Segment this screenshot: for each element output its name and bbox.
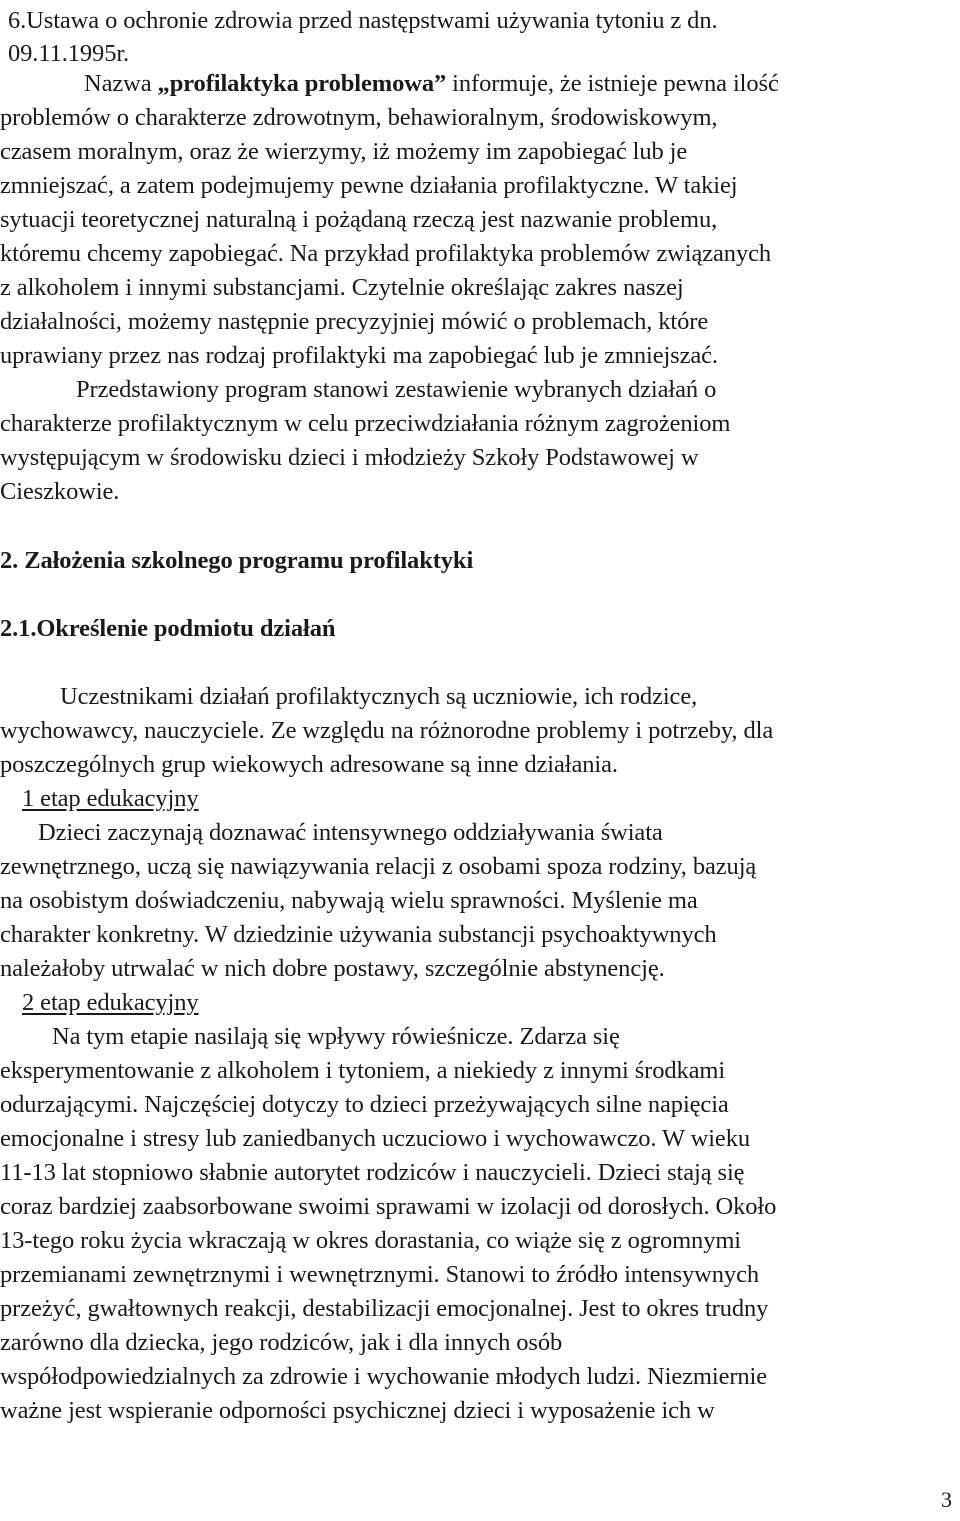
stage-2-line-4: emocjonalne i stresy lub zaniedbanych uczuciowo i wychowawczo. W wieku — [0, 1125, 750, 1152]
paragraph-3-line-1: Uczestnikami działań profilaktycznych są uczniowie, ich rodzice, — [60, 683, 698, 710]
paragraph-1-line-4: zmniejszać, a zatem podejmujemy pewne działania profilaktyczne. W takiej — [0, 172, 738, 199]
paragraph-1-line-8: działalności, możemy następnie precyzyjniej mówić o problemach, które — [0, 308, 709, 335]
paragraph-3-line-3: poszczególnych grup wiekowych adresowane są inne działania. — [0, 751, 618, 778]
stage-2-line-12: ważne jest wspieranie odporności psychicznej dzieci i wyposażenie ich w — [0, 1397, 715, 1424]
section-2-heading: 2. Założenia szkolnego programu profilaktyki — [0, 547, 474, 574]
stage-1-line-1: Dzieci zaczynają doznawać intensywnego oddziaływania świata — [38, 819, 663, 846]
stage-1-line-2: zewnętrznego, uczą się nawiązywania relacji z osobami spoza rodziny, bazują — [0, 853, 757, 880]
paragraph-1-line-2: problemów o charakterze zdrowotnym, behawioralnym, środowiskowym, — [0, 104, 718, 131]
stage-2-line-2: eksperymentowanie z alkoholem i tytoniem, a niekiedy z innymi środkami — [0, 1057, 726, 1084]
section-2-1-heading: 2.1.Określenie podmiotu działań — [0, 615, 336, 642]
paragraph-2-line-2: charakterze profilaktycznym w celu przeciwdziałania różnym zagrożeniom — [0, 410, 731, 437]
stage-2-line-6: coraz bardziej zaabsorbowane swoimi sprawami w izolacji od dorosłych. Około — [0, 1193, 777, 1220]
stage-2-line-9: przeżyć, gwałtownych reakcji, destabilizacji emocjonalnej. Jest to okres trudny — [0, 1295, 769, 1322]
paragraph-1-line-5: sytuacji teoretycznej naturalną i pożądaną rzeczą jest nazwanie problemu, — [0, 206, 718, 233]
paragraph-1-line-7: z alkoholem i innymi substancjami. Czytelnie określając zakres naszej — [0, 274, 684, 301]
intro-heading-line-1: 6.Ustawa o ochronie zdrowia przed następstwami używania tytoniu z dn. — [8, 7, 718, 34]
stage-2-line-10: zarówno dla dziecka, jego rodziców, jak i dla innych osób — [0, 1329, 563, 1356]
stage-2-line-11: współodpowiedzialnych za zdrowie i wychowanie młodych ludzi. Niezmiernie — [0, 1363, 768, 1390]
paragraph-1-line-1: Nazwa „profilaktyka problemowa” informuje, że istnieje pewna ilość — [84, 70, 779, 97]
stage-2-line-7: 13-tego roku życia wkraczają w okres dorastania, co wiąże się z ogromnymi — [0, 1227, 742, 1254]
bold-term: „profilaktyka problemowa” — [157, 70, 447, 97]
paragraph-2-line-3: występującym w środowisku dzieci i młodzieży Szkoły Podstawowej w — [0, 444, 699, 471]
stage-1-title: 1 etap edukacyjny — [22, 785, 199, 812]
stage-2-line-1: Na tym etapie nasilają się wpływy rówieśnicze. Zdarza się — [52, 1023, 620, 1050]
paragraph-1-line-9: uprawiany przez nas rodzaj profilaktyki ma zapobiegać lub je zmniejszać. — [0, 342, 718, 369]
stage-2-line-5: 11-13 lat stopniowo słabnie autorytet rodziców i nauczycieli. Dzieci stają się — [0, 1159, 745, 1186]
stage-2-line-8: przemianami zewnętrznymi i wewnętrznymi. Stanowi to źródło intensywnych — [0, 1261, 759, 1288]
stage-1-line-3: na osobistym doświadczeniu, nabywają wielu sprawności. Myślenie ma — [0, 887, 698, 914]
stage-2-title: 2 etap edukacyjny — [22, 989, 199, 1016]
stage-1-line-5: należałoby utrwalać w nich dobre postawy, szczególnie abstynencję. — [0, 955, 665, 982]
paragraph-2-line-4: Cieszkowie. — [0, 478, 120, 505]
paragraph-3-line-2: wychowawcy, nauczyciele. Ze względu na różnorodne problemy i potrzeby, dla — [0, 717, 774, 744]
intro-heading-line-2: 09.11.1995r. — [8, 40, 130, 67]
paragraph-2-line-1: Przedstawiony program stanowi zestawienie wybranych działań o — [76, 376, 717, 403]
stage-2-line-3: odurzającymi. Najczęściej dotyczy to dzieci przeżywających silne napięcia — [0, 1091, 729, 1118]
paragraph-1-line-3: czasem moralnym, oraz że wierzymy, iż możemy im zapobiegać lub je — [0, 138, 688, 165]
page-number: 3 — [941, 1487, 952, 1512]
stage-1-line-4: charakter konkretny. W dziedzinie używania substancji psychoaktywnych — [0, 921, 717, 948]
paragraph-1-line-6: któremu chcemy zapobiegać. Na przykład profilaktyka problemów związanych — [0, 240, 772, 267]
